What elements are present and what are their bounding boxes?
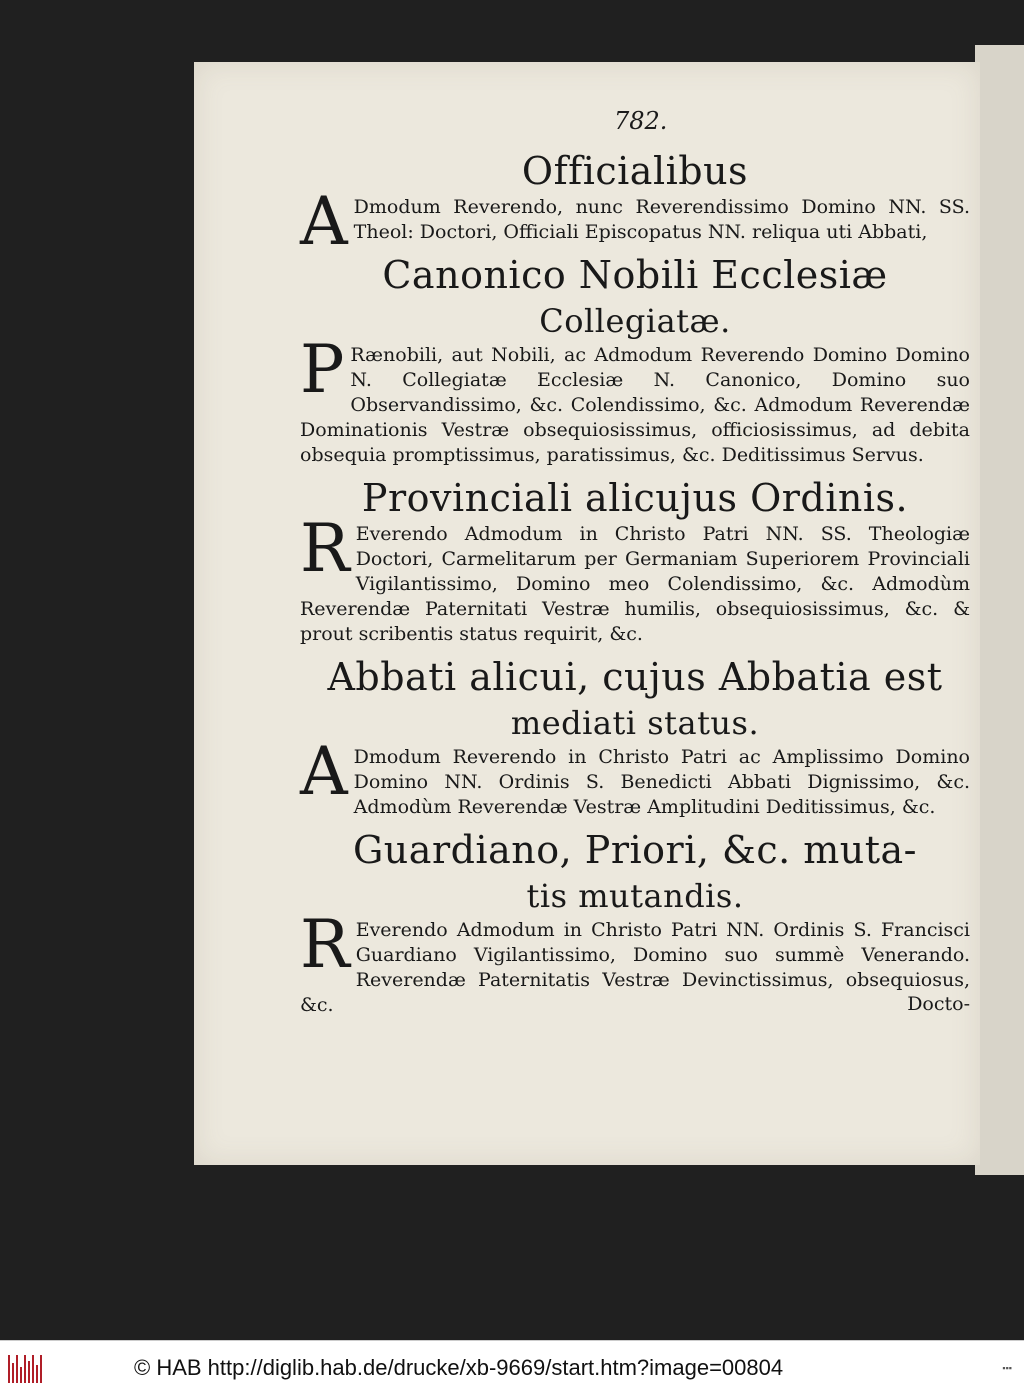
paragraph-text: Dmodum Reverendo, nunc Reverendissimo Domino NN. SS. Theol: Doctori, Officiali Episcopatus NN. reliqua uti Abbati, — [353, 196, 970, 243]
footer-bar — [0, 1340, 1024, 1395]
section-subheading-mediati: mediati status. — [510, 704, 760, 742]
section-heading-abbati: Abbati alicui, cujus Abbatia est — [327, 655, 943, 699]
section-heading-canonico: Canonico Nobili Ecclesiæ — [382, 253, 888, 297]
section-heading-provinciali: Provinciali alicujus Ordinis. — [361, 476, 909, 520]
drop-cap: R — [300, 906, 350, 983]
paragraph-text: Everendo Admodum in Christo Patri NN. Ordinis S. Francisci Guardiano Vigilantissimo, Domino suo summè Venerando. Reverendæ Paternitatis Vestræ Devinctissimus, obsequiosus, &c. — [300, 919, 970, 1016]
page-number: 782. — [614, 107, 668, 135]
drop-cap: R — [300, 510, 350, 587]
section-paragraph-provinciali — [300, 510, 970, 647]
section-heading-officialibus: Officialibus — [521, 149, 749, 193]
section-paragraph-canonico — [300, 331, 970, 468]
section-heading-guardiano: Guardiano, Priori, &c. muta- — [352, 828, 918, 872]
section-paragraph-guardiano — [300, 906, 970, 1018]
hab-logo-icon — [8, 1353, 44, 1383]
catchword: Docto- — [907, 993, 970, 1015]
book-page — [194, 62, 980, 1165]
section-subheading-collegiatae: Collegiatæ. — [539, 302, 731, 340]
drop-cap: A — [300, 733, 348, 810]
adjacent-page-edge — [975, 45, 1024, 1175]
paragraph-text: Everendo Admodum in Christo Patri NN. SS. Theologiæ Doctori, Carmelitarum per Germaniam Superiorem Provinciali Vigilantissimo, Domino meo Colendissimo, &c. Admodùm Reverendæ Paternitati Vestræ humilis, obsequiosissimus, &c. & prout scribentis status requirit, &c. — [300, 523, 970, 645]
page-text — [300, 147, 970, 1015]
paragraph-text: Rænobili, aut Nobili, ac Admodum Reverendo Domino Domino N. Collegiatæ Ecclesiæ N. Canonico, Domino suo Observandissimo, &c. Colendissimo, &c. Admodum Reverendæ Dominationis Vestræ obsequiosissimus, officiosissimus, ad debita obsequia promptissimus, paratissimus, &c. Deditissimus Servus. — [300, 344, 970, 466]
drop-cap: A — [300, 183, 348, 260]
paragraph-text: Dmodum Reverendo in Christo Patri ac Amplissimo Domino Domino NN. Ordinis S. Benedicti Abbati Dignissimo, &c. Admodùm Reverendæ Vestræ Amplitudini Deditissimus, &c. — [353, 746, 970, 818]
copyright-url: © HAB http://diglib.hab.de/drucke/xb-9669/start.htm?image=00804 — [134, 1355, 784, 1380]
footer-mark-icon: ▪▪▪ — [1002, 1363, 1012, 1373]
drop-cap: P — [300, 331, 345, 408]
section-paragraph-abbati — [300, 733, 970, 820]
section-paragraph-officialibus — [300, 183, 970, 260]
section-subheading-mutandis: tis mutandis. — [526, 877, 744, 915]
